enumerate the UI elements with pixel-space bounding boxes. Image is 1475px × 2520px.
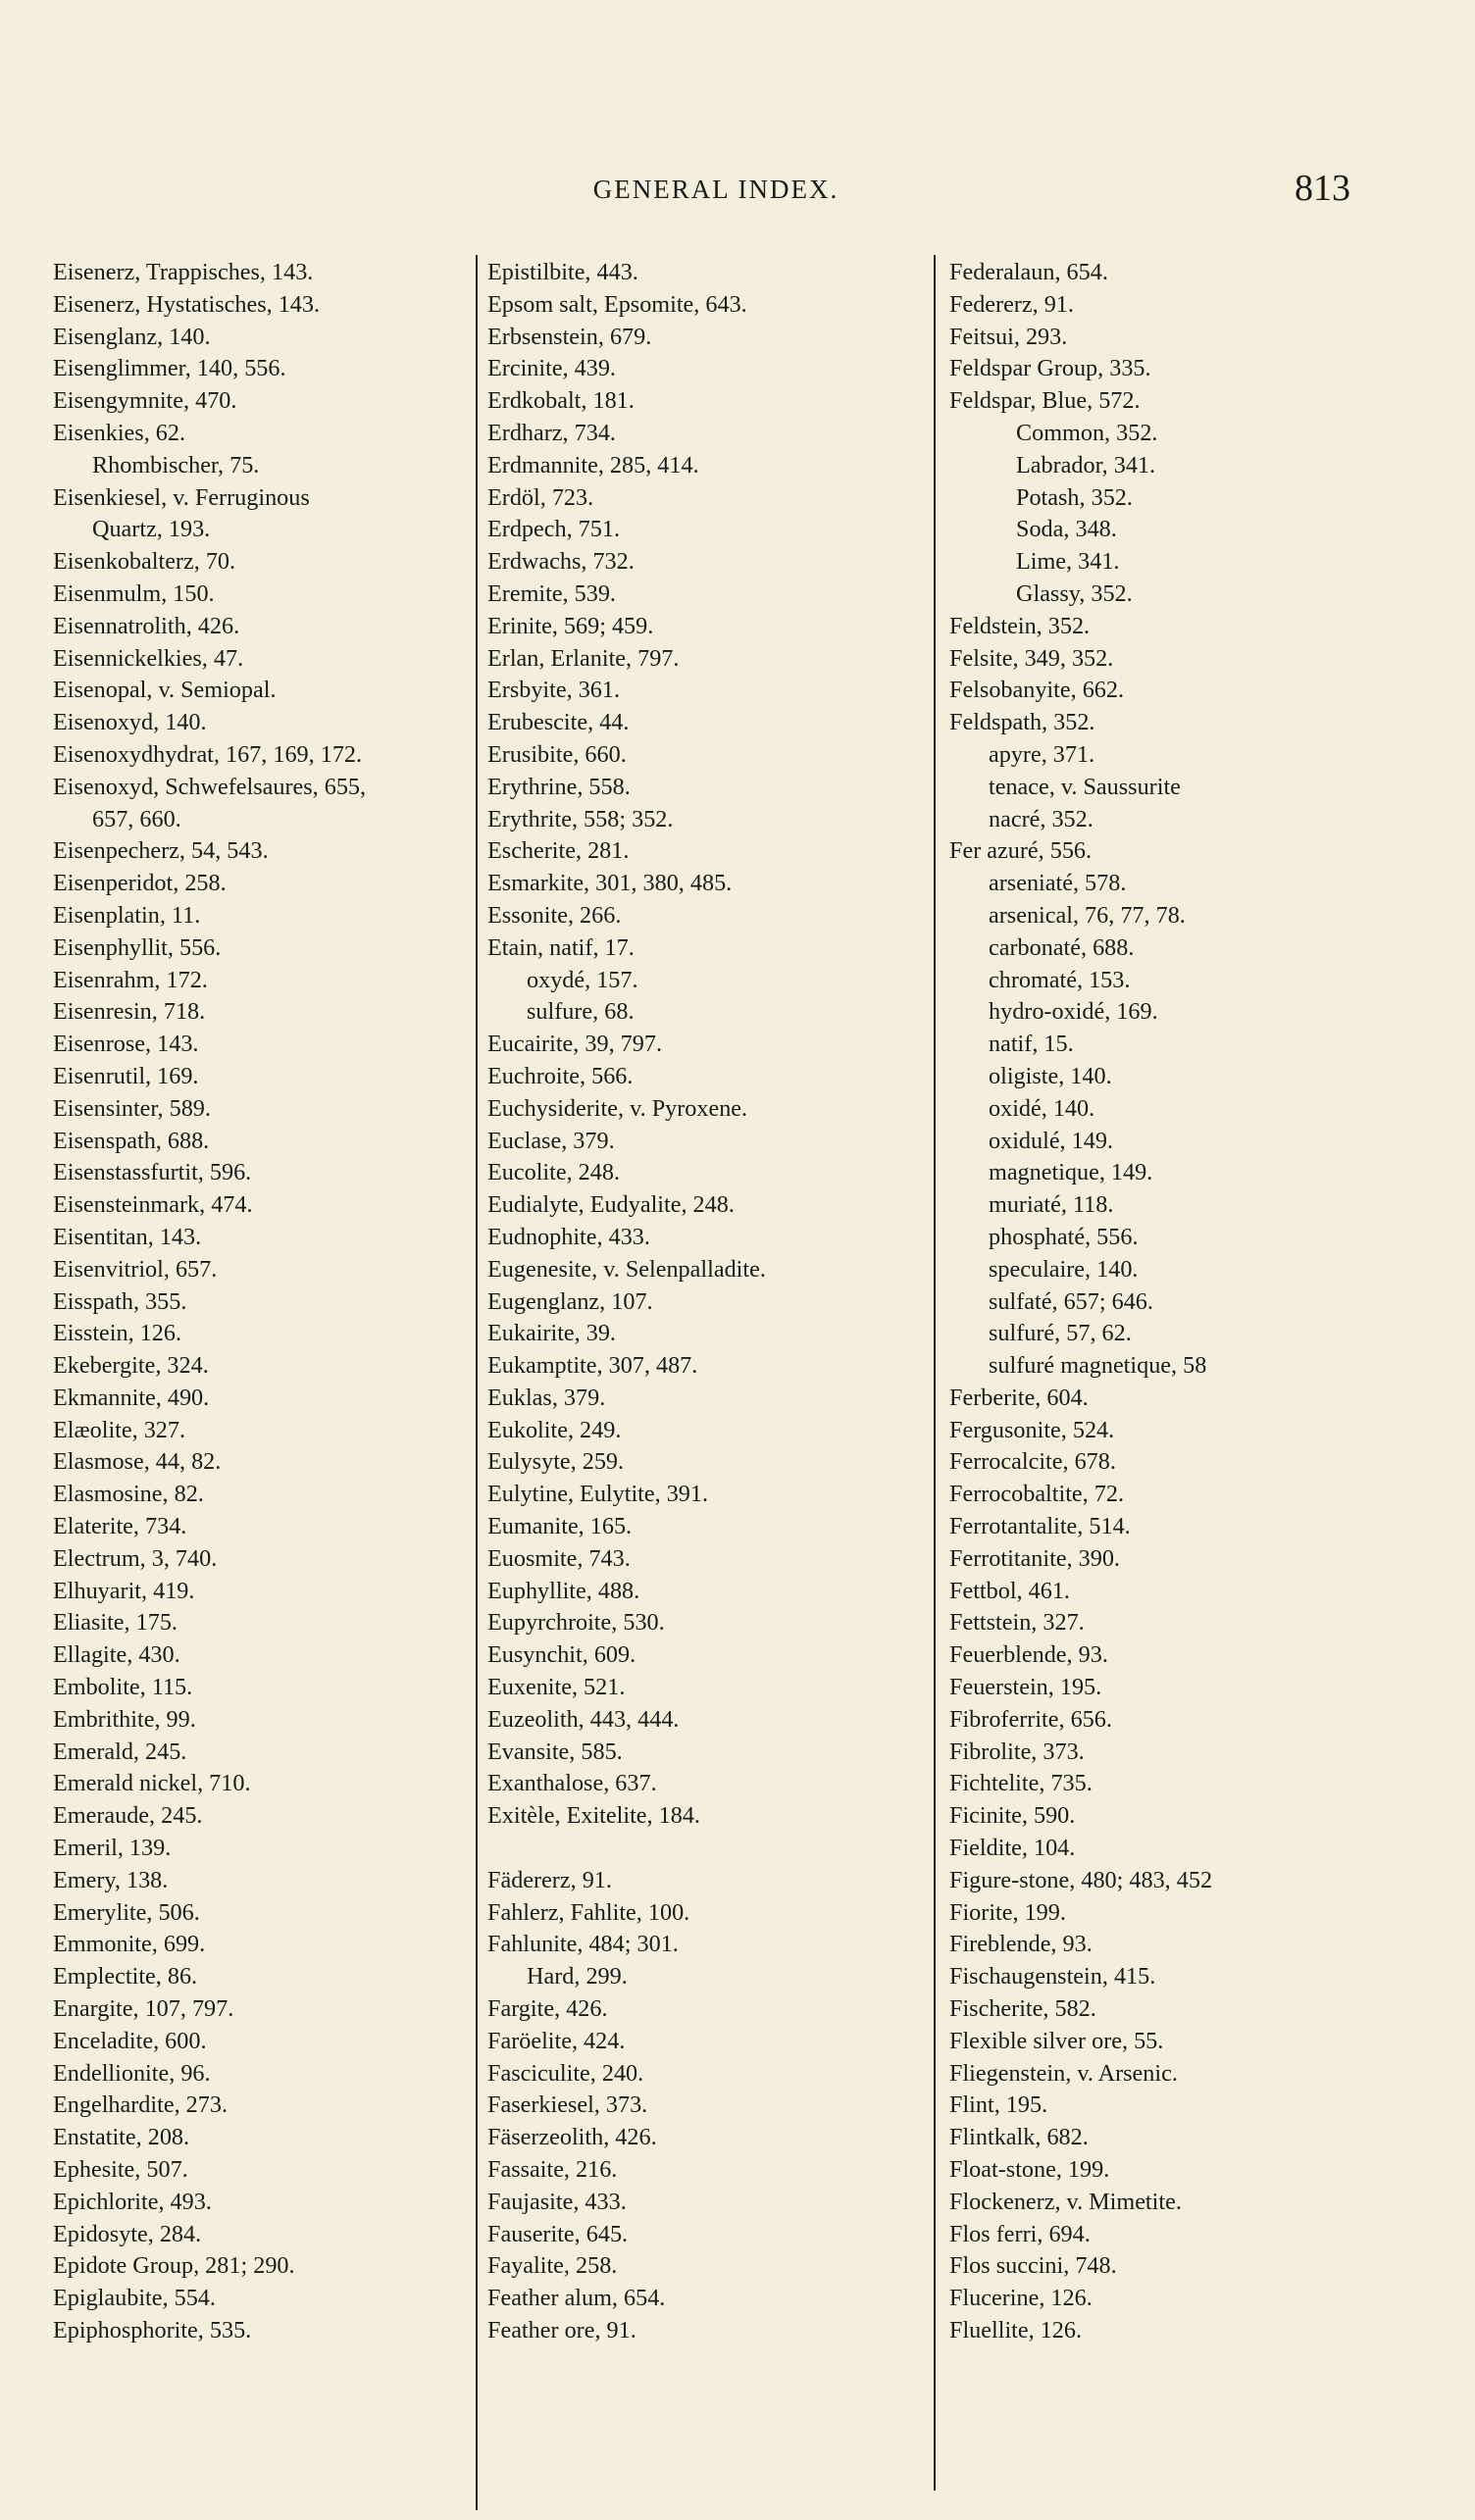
index-entry: Eisensteinmark, 474. [53, 1191, 253, 1219]
index-entry: Fluellite, 126. [949, 2317, 1083, 2344]
index-entry: Eisenphyllit, 556. [53, 933, 222, 961]
index-entry: Escherite, 281. [487, 837, 630, 865]
index-entry: Eisenoxyd, 140. [53, 709, 207, 736]
index-subentry: Quartz, 193. [92, 516, 211, 543]
index-entry: Eisenkiesel, v. Ferruginous [53, 483, 310, 511]
section-gap [487, 1833, 919, 1865]
index-entry: Ersbyite, 361. [487, 677, 621, 704]
index-entry: Eukamptite, 307, 487. [487, 1352, 698, 1380]
index-entry: Fer azuré, 556. [949, 837, 1093, 865]
index-entry: Fassaite, 216. [487, 2156, 618, 2184]
index-entry: Erubescite, 44. [487, 709, 630, 736]
index-entry: Emery, 138. [53, 1866, 169, 1893]
index-subentry: sulfure, 68. [527, 998, 635, 1026]
index-entry: Epichlorite, 493. [53, 2188, 212, 2215]
index-entry: Emmonite, 699. [53, 1931, 206, 1958]
index-subentry: speculaire, 140. [989, 1255, 1139, 1283]
index-entry: Eisenpecherz, 54, 543. [53, 837, 269, 865]
index-entry: Eisenplatin, 11. [53, 901, 201, 929]
index-entry: Elasmose, 44, 82. [53, 1448, 222, 1476]
index-subentry: Rhombischer, 75. [92, 451, 260, 479]
index-entry: Eucairite, 39, 797. [487, 1031, 662, 1058]
index-entry: Evansite, 585. [487, 1738, 623, 1765]
index-entry: Felsobanyite, 662. [949, 677, 1125, 704]
index-subentry: sulfuré, 57, 62. [989, 1320, 1132, 1347]
index-subentry: 657, 660. [92, 805, 181, 832]
page-number: 813 [1295, 168, 1350, 209]
index-entry: Eisenvitriol, 657. [53, 1255, 218, 1283]
index-entry: Ellagite, 430. [53, 1641, 180, 1669]
index-entry: Flintkalk, 682. [949, 2124, 1089, 2151]
index-subentry: hydro-oxidé, 169. [989, 998, 1158, 1026]
index-entry: Eupyrchroite, 530. [487, 1609, 665, 1637]
index-entry: Eisenglanz, 140. [53, 323, 211, 350]
index-subentry: oligiste, 140. [989, 1062, 1112, 1089]
index-entry: Flos succini, 748. [949, 2252, 1117, 2280]
index-entry: Euosmite, 743. [487, 1544, 631, 1572]
index-subentry: arsenical, 76, 77, 78. [989, 901, 1186, 929]
index-entry: Eisenspath, 688. [53, 1127, 210, 1154]
index-entry: Eisenoxydhydrat, 167, 169, 172. [53, 740, 363, 768]
index-entry: Engelhardite, 273. [53, 2092, 228, 2119]
index-entry: Flint, 195. [949, 2092, 1048, 2119]
index-entry: Erdharz, 734. [487, 419, 616, 446]
index-entry: Eisentitan, 143. [53, 1223, 202, 1250]
index-entry: Emerylite, 506. [53, 1898, 200, 1926]
index-subentry: sulfaté, 657; 646. [989, 1287, 1153, 1315]
index-entry: Eisstein, 126. [53, 1320, 182, 1347]
index-entry: Faröelite, 424. [487, 2027, 626, 2054]
index-entry: Erlan, Erlanite, 797. [487, 644, 680, 672]
index-subentry: tenace, v. Saussurite [989, 773, 1181, 800]
index-subentry: phosphaté, 556. [989, 1223, 1139, 1250]
index-entry: Erdwachs, 732. [487, 548, 635, 576]
index-entry: Emeraude, 245. [53, 1802, 203, 1830]
index-subentry: magnetique, 149. [989, 1159, 1153, 1186]
index-entry: Embrithite, 99. [53, 1705, 196, 1733]
index-entry: Epiphosphorite, 535. [53, 2317, 252, 2344]
index-entry: Eisenoxyd, Schwefelsaures, 655, [53, 773, 367, 800]
index-entry: Eisennickelkies, 47. [53, 644, 244, 672]
index-subentry: muriaté, 118. [989, 1191, 1114, 1219]
index-subentry: Lime, 341. [1016, 548, 1120, 576]
index-subentry: Common, 352. [1016, 419, 1158, 446]
index-entry: Fargite, 426. [487, 1995, 608, 2023]
index-entry: Eisenerz, Trappisches, 143. [53, 259, 314, 285]
index-entry: Eulysyte, 259. [487, 1448, 625, 1476]
index-entry: Eliasite, 175. [53, 1609, 178, 1637]
index-subentry: oxydé, 157. [527, 966, 638, 993]
index-entry: Eisennatrolith, 426. [53, 612, 240, 639]
index-entry: Feitsui, 293. [949, 323, 1068, 350]
index-entry: Euchysiderite, v. Pyroxene. [487, 1094, 748, 1122]
index-entry: Etain, natif, 17. [487, 933, 635, 961]
index-subentry: Labrador, 341. [1016, 451, 1156, 479]
index-entry: Emeril, 139. [53, 1835, 172, 1862]
index-entry: Float-stone, 199. [949, 2156, 1110, 2184]
index-entry: Eugenglanz, 107. [487, 1287, 653, 1315]
index-entry: Exanthalose, 637. [487, 1770, 657, 1797]
index-entry: Fahlunite, 484; 301. [487, 1931, 679, 1958]
index-entry: Elhuyarit, 419. [53, 1577, 195, 1604]
index-entry: Euclase, 379. [487, 1127, 615, 1154]
index-entry: Eisenerz, Hystatisches, 143. [53, 290, 321, 318]
index-entry: Erdkobalt, 181. [487, 387, 635, 415]
index-entry: Flockenerz, v. Mimetite. [949, 2188, 1182, 2215]
index-entry: Feldspar, Blue, 572. [949, 387, 1141, 415]
index-entry: Epistilbite, 443. [487, 259, 638, 285]
index-entry: Enargite, 107, 797. [53, 1995, 234, 2023]
index-entry: Fibrolite, 373. [949, 1738, 1085, 1765]
index-column-2 [487, 257, 919, 2347]
index-entry: Eisenstassfurtit, 596. [53, 1159, 252, 1186]
column-divider [476, 255, 478, 2510]
index-entry: Felsite, 349, 352. [949, 644, 1114, 672]
index-entry: Eisenglimmer, 140, 556. [53, 355, 286, 382]
index-entry: Fibroferrite, 656. [949, 1705, 1112, 1733]
running-header: GENERAL INDEX. [592, 175, 839, 204]
index-entry: Emerald, 245. [53, 1738, 187, 1765]
index-entry: Fauserite, 645. [487, 2220, 629, 2247]
index-entry: Ephesite, 507. [53, 2156, 188, 2184]
index-entry: Eisenkobalterz, 70. [53, 548, 236, 576]
index-entry: Essonite, 266. [487, 901, 622, 929]
index-entry: Eisspath, 355. [53, 1287, 187, 1315]
index-entry: Erbsenstein, 679. [487, 323, 652, 350]
index-entry: Eisenrose, 143. [53, 1031, 199, 1058]
index-subentry: arseniaté, 578. [989, 870, 1127, 897]
index-entry: Fliegenstein, v. Arsenic. [949, 2059, 1178, 2087]
index-entry: Feather ore, 91. [487, 2317, 636, 2344]
index-entry: Fergusonite, 524. [949, 1416, 1115, 1443]
index-column-3 [949, 257, 1361, 2347]
index-entry: Federerz, 91. [949, 290, 1074, 318]
index-entry: Fireblende, 93. [949, 1931, 1093, 1958]
index-entry: Eisengymnite, 470. [53, 387, 237, 415]
index-entry: Elaterite, 734. [53, 1513, 187, 1540]
index-entry: Feuerblende, 93. [949, 1641, 1108, 1669]
index-entry: Fasciculite, 240. [487, 2059, 644, 2087]
index-entry: Erythrite, 558; 352. [487, 805, 674, 832]
index-entry: Fiorite, 199. [949, 1898, 1066, 1926]
index-entry: Eisenperidot, 258. [53, 870, 227, 897]
index-subentry: oxidulé, 149. [989, 1127, 1113, 1154]
index-entry: Eisensinter, 589. [53, 1094, 211, 1122]
index-entry: Feldspar Group, 335. [949, 355, 1151, 382]
index-entry: Eulytine, Eulytite, 391. [487, 1481, 709, 1508]
index-subentry: natif, 15. [989, 1031, 1074, 1058]
index-entry: Erdöl, 723. [487, 483, 594, 511]
index-entry: Fischerite, 582. [949, 1995, 1096, 2023]
index-entry: Fahlerz, Fahlite, 100. [487, 1898, 690, 1926]
index-entry: Epidosyte, 284. [53, 2220, 202, 2247]
index-entry: Epiglaubite, 554. [53, 2285, 216, 2312]
index-entry: Feuerstein, 195. [949, 1674, 1102, 1701]
index-entry: Faserkiesel, 373. [487, 2092, 648, 2119]
index-entry: Fettbol, 461. [949, 1577, 1070, 1604]
index-entry: Flexible silver ore, 55. [949, 2027, 1164, 2054]
index-entry: Ferrotitanite, 390. [949, 1544, 1120, 1572]
index-entry: Erythrine, 558. [487, 773, 631, 800]
index-entry: Electrum, 3, 740. [53, 1544, 218, 1572]
index-subentry: Soda, 348. [1016, 516, 1117, 543]
index-entry: Endellionite, 96. [53, 2059, 211, 2087]
index-entry: Eukolite, 249. [487, 1416, 622, 1443]
index-entry: Exitèle, Exitelite, 184. [487, 1802, 700, 1830]
index-entry: Eisenkies, 62. [53, 419, 186, 446]
index-subentry: Potash, 352. [1016, 483, 1133, 511]
index-column-1 [53, 257, 465, 2347]
index-subentry: Glassy, 352. [1016, 580, 1133, 607]
index-subentry: chromaté, 153. [989, 966, 1131, 993]
index-entry: Epsom salt, Epsomite, 643. [487, 290, 747, 318]
index-entry: Elæolite, 327. [53, 1416, 186, 1443]
index-entry: Federalaun, 654. [949, 259, 1108, 285]
index-entry: Embolite, 115. [53, 1674, 193, 1701]
index-entry: Eukairite, 39. [487, 1320, 616, 1347]
index-entry: Fädererz, 91. [487, 1866, 612, 1893]
index-entry: Ekmannite, 490. [53, 1384, 210, 1411]
index-entry: Enceladite, 600. [53, 2027, 207, 2054]
index-entry: Eremite, 539. [487, 580, 616, 607]
index-entry: Euxenite, 521. [487, 1674, 626, 1701]
index-entry: Feldspath, 352. [949, 709, 1095, 736]
index-entry: Eudnophite, 433. [487, 1223, 650, 1250]
index-entry: Euklas, 379. [487, 1384, 606, 1411]
index-entry: Euzeolith, 443, 444. [487, 1705, 680, 1733]
index-entry: Eisenrahm, 172. [53, 966, 208, 993]
index-entry: Fichtelite, 735. [949, 1770, 1093, 1797]
index-subentry: carbonaté, 688. [989, 933, 1135, 961]
index-entry: Esmarkite, 301, 380, 485. [487, 870, 733, 897]
index-subentry: sulfuré magnetique, 58 [989, 1352, 1207, 1380]
index-entry: Euchroite, 566. [487, 1062, 634, 1089]
index-entry: Faujasite, 433. [487, 2188, 627, 2215]
index-entry: Enstatite, 208. [53, 2124, 190, 2151]
index-entry: Fäserzeolith, 426. [487, 2124, 657, 2151]
index-entry: Ferberite, 604. [949, 1384, 1089, 1411]
index-entry: Emplectite, 86. [53, 1963, 198, 1991]
index-entry: Figure-stone, 480; 483, 452 [949, 1866, 1213, 1893]
index-subentry: apyre, 371. [989, 740, 1095, 768]
index-entry: Emerald nickel, 710. [53, 1770, 251, 1797]
index-entry: Fayalite, 258. [487, 2252, 618, 2280]
column-divider [934, 255, 936, 2491]
index-subentry: oxidé, 140. [989, 1094, 1095, 1122]
index-entry: Fieldite, 104. [949, 1835, 1076, 1862]
index-entry: Eisenrutil, 169. [53, 1062, 199, 1089]
index-entry: Flos ferri, 694. [949, 2220, 1091, 2247]
index-subentry: nacré, 352. [989, 805, 1094, 832]
index-entry: Erdmannite, 285, 414. [487, 451, 699, 479]
index-entry: Flucerine, 126. [949, 2285, 1093, 2312]
index-entry: Euphyllite, 488. [487, 1577, 640, 1604]
index-entry: Erdpech, 751. [487, 516, 621, 543]
index-entry: Ferrotantalite, 514. [949, 1513, 1131, 1540]
index-entry: Eumanite, 165. [487, 1513, 633, 1540]
index-entry: Ficinite, 590. [949, 1802, 1076, 1830]
index-entry: Eusynchit, 609. [487, 1641, 636, 1669]
index-entry: Ercinite, 439. [487, 355, 616, 382]
index-entry: Eisenmulm, 150. [53, 580, 215, 607]
index-entry: Ferrocobaltite, 72. [949, 1481, 1124, 1508]
index-entry: Fettstein, 327. [949, 1609, 1085, 1637]
index-entry: Eucolite, 248. [487, 1159, 621, 1186]
index-entry: Epidote Group, 281; 290. [53, 2252, 295, 2280]
index-entry: Eisenopal, v. Semiopal. [53, 677, 277, 704]
index-entry: Erinite, 569; 459. [487, 612, 654, 639]
index-entry: Elasmosine, 82. [53, 1481, 204, 1508]
index-entry: Eudialyte, Eudyalite, 248. [487, 1191, 735, 1219]
index-subentry: Hard, 299. [527, 1963, 628, 1991]
index-entry: Erusibite, 660. [487, 740, 627, 768]
index-entry: Ekebergite, 324. [53, 1352, 209, 1380]
index-entry: Ferrocalcite, 678. [949, 1448, 1116, 1476]
index-entry: Fischaugenstein, 415. [949, 1963, 1156, 1991]
index-entry: Feldstein, 352. [949, 612, 1091, 639]
index-entry: Feather alum, 654. [487, 2285, 666, 2312]
index-entry: Eisenresin, 718. [53, 998, 206, 1026]
index-entry: Eugenesite, v. Selenpalladite. [487, 1255, 766, 1283]
